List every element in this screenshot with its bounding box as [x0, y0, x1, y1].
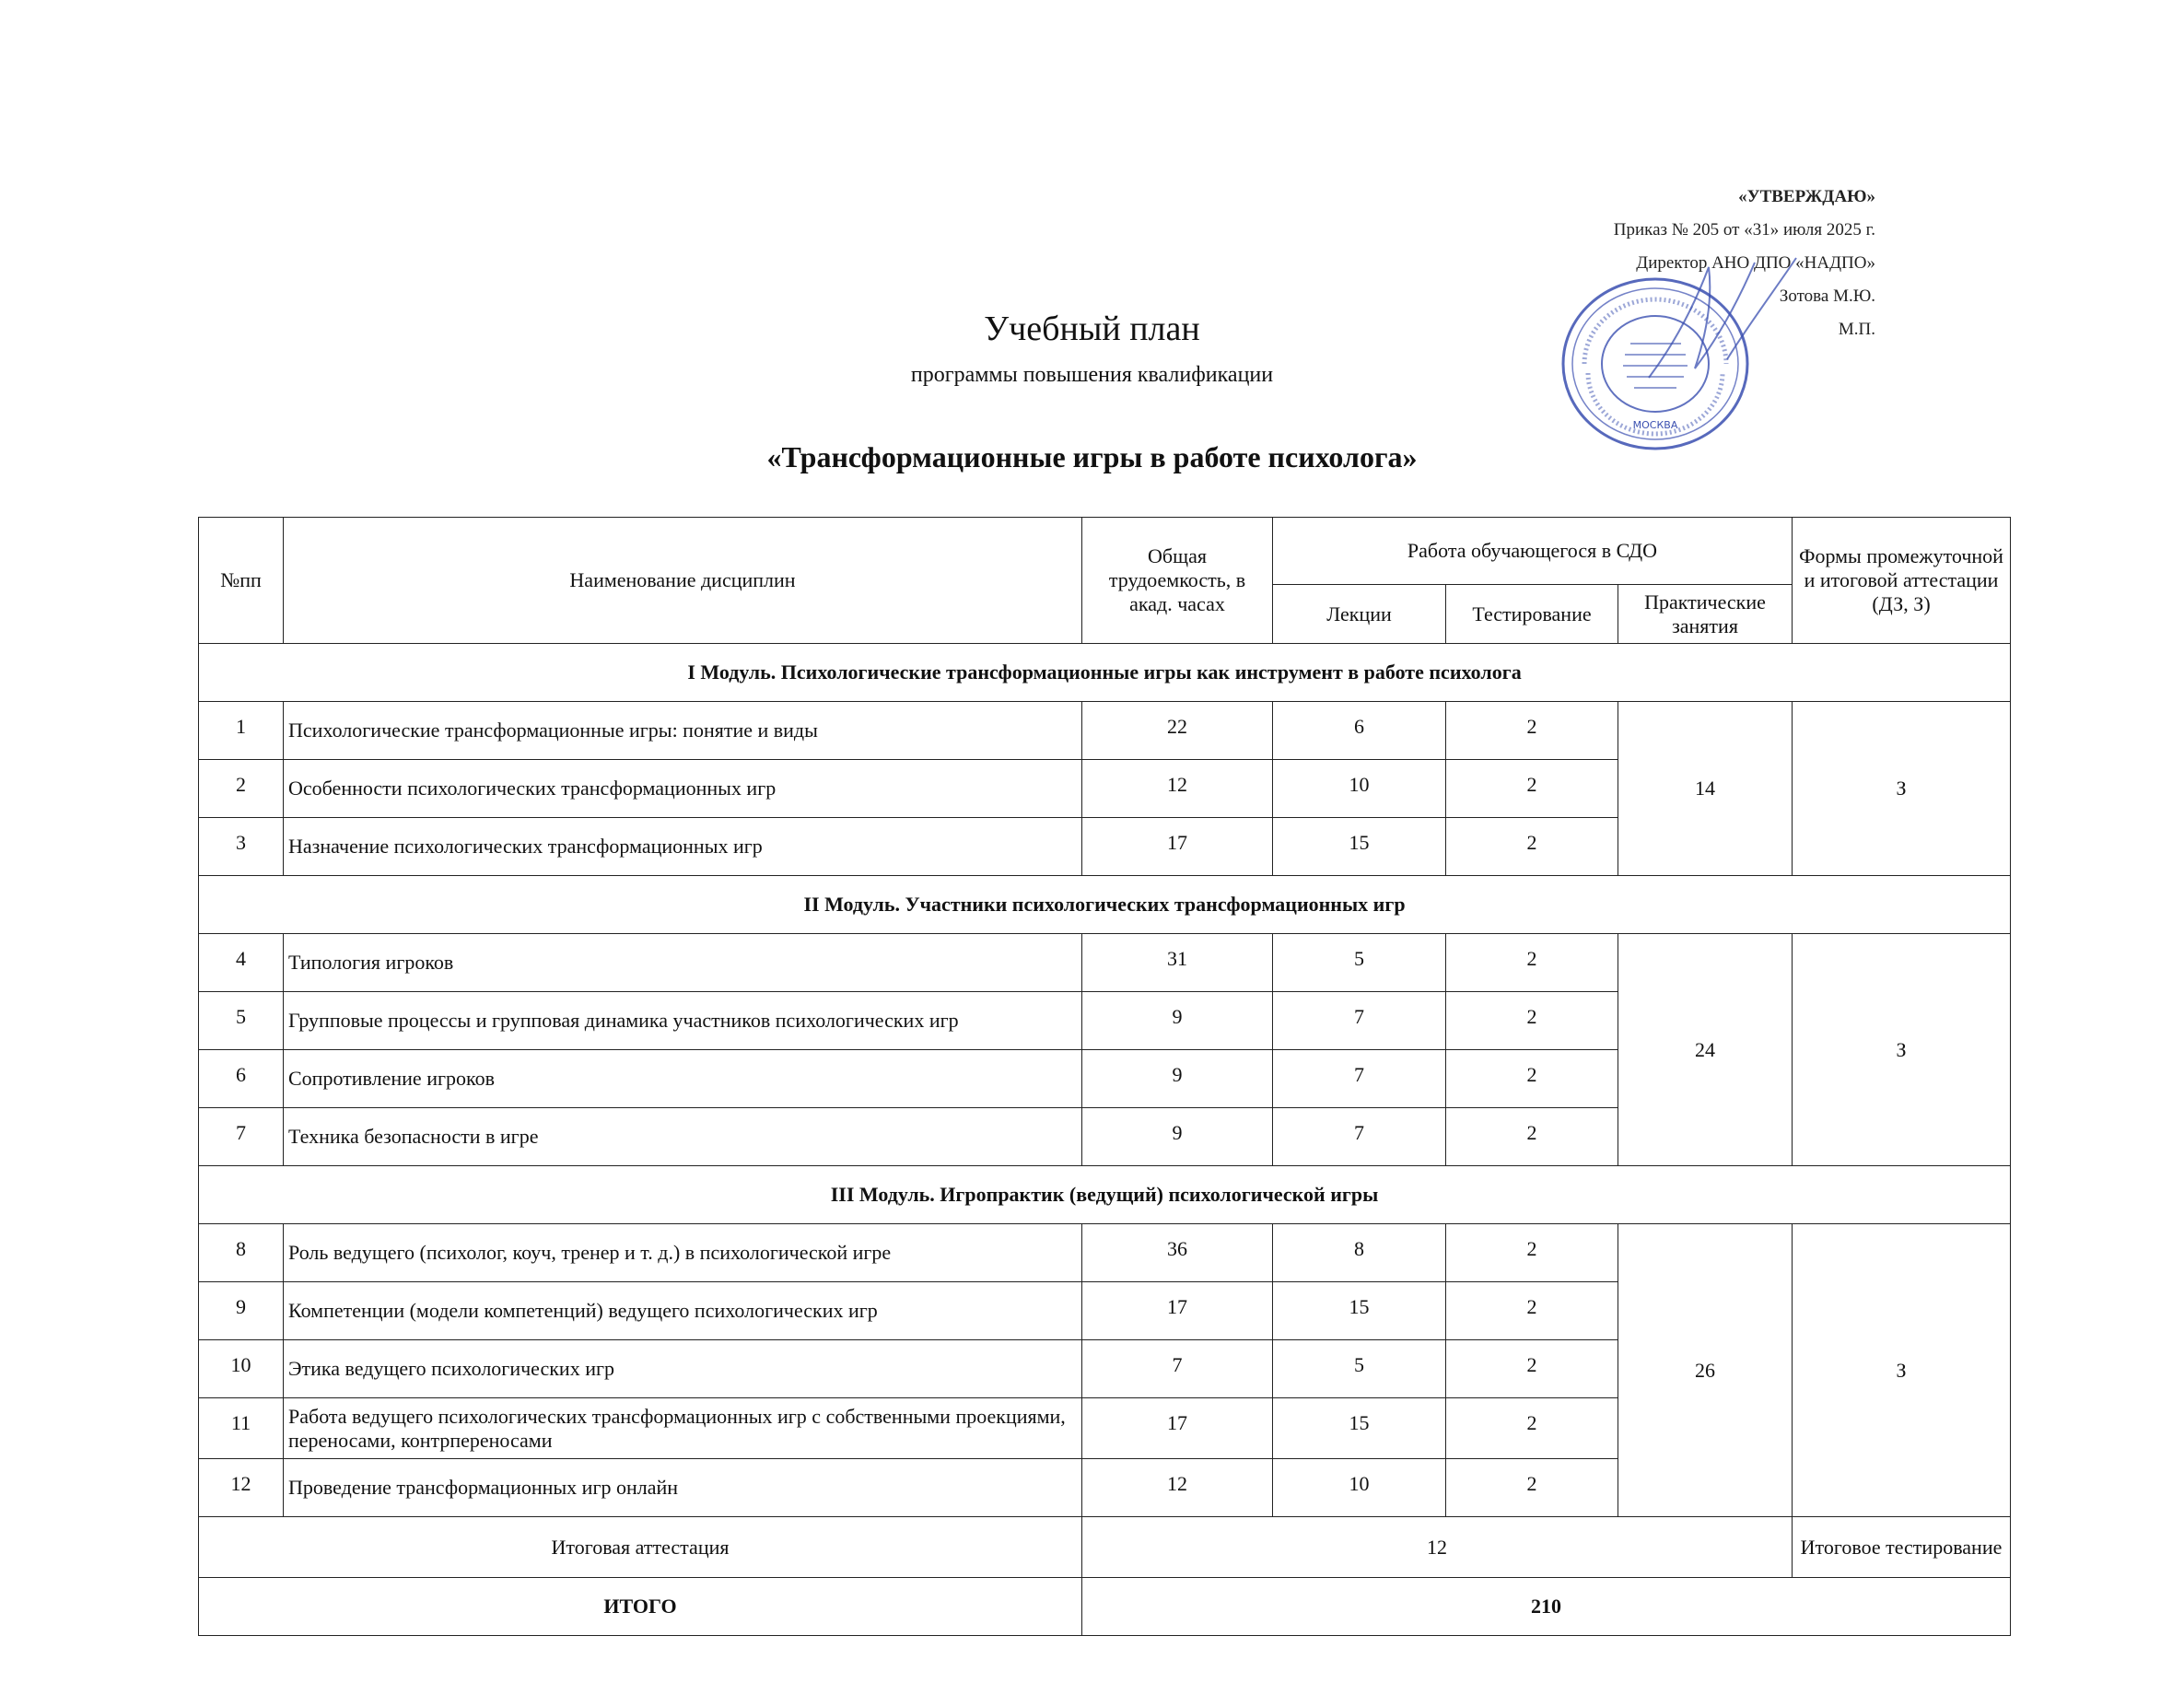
row-lectures: 10 [1273, 760, 1446, 818]
header-num: №пп [199, 518, 284, 644]
row-total: 7 [1082, 1340, 1273, 1398]
row-name: Сопротивление игроков [284, 1050, 1082, 1108]
row-testing: 2 [1446, 1340, 1618, 1398]
header-testing: Тестирование [1446, 585, 1618, 644]
row-lectures: 15 [1273, 1282, 1446, 1340]
module-title: III Модуль. Игропрактик (ведущий) психологической игры [199, 1166, 2011, 1224]
total-row [199, 1578, 2011, 1636]
row-name: Особенности психологических трансформационных игр [284, 760, 1082, 818]
row-lectures: 7 [1273, 1050, 1446, 1108]
table-row [199, 702, 2011, 760]
approval-director: Директор АНО ДПО «НАДПО» [1636, 253, 1875, 273]
row-name: Групповые процессы и групповая динамика участников психологических игр [284, 992, 1082, 1050]
row-num: 1 [199, 702, 284, 760]
header-row [199, 518, 2011, 585]
row-name: Проведение трансформационных игр онлайн [284, 1459, 1082, 1517]
row-num: 7 [199, 1108, 284, 1166]
module-title: I Модуль. Психологические трансформационные игры как инструмент в работе психолога [199, 644, 2011, 702]
module-practice: 14 [1618, 702, 1793, 876]
row-testing: 2 [1446, 1398, 1618, 1459]
row-total: 36 [1082, 1224, 1273, 1282]
final-form: Итоговое тестирование [1793, 1517, 2011, 1578]
row-testing: 2 [1446, 992, 1618, 1050]
final-hours: 12 [1082, 1517, 1793, 1578]
row-name: Типология игроков [284, 934, 1082, 992]
row-num: 11 [199, 1398, 284, 1459]
approval-name: Зотова М.Ю. [1779, 286, 1875, 306]
row-lectures: 15 [1273, 818, 1446, 876]
row-testing: 2 [1446, 760, 1618, 818]
row-lectures: 8 [1273, 1224, 1446, 1282]
row-num: 3 [199, 818, 284, 876]
row-lectures: 5 [1273, 1340, 1446, 1398]
header-name: Наименование дисциплин [284, 518, 1082, 644]
row-total: 9 [1082, 1050, 1273, 1108]
final-label: Итоговая аттестация [199, 1517, 1082, 1578]
module-form: З [1793, 1224, 2011, 1517]
row-total: 17 [1082, 818, 1273, 876]
row-num: 6 [199, 1050, 284, 1108]
row-lectures: 10 [1273, 1459, 1446, 1517]
row-total: 9 [1082, 992, 1273, 1050]
header-work: Работа обучающегося в СДО [1273, 518, 1793, 585]
row-testing: 2 [1446, 934, 1618, 992]
row-testing: 2 [1446, 1282, 1618, 1340]
row-num: 12 [199, 1459, 284, 1517]
row-num: 2 [199, 760, 284, 818]
document-subtitle: программы повышения квалификации [910, 363, 1274, 387]
row-num: 8 [199, 1224, 284, 1282]
row-testing: 2 [1446, 1108, 1618, 1166]
row-lectures: 7 [1273, 992, 1446, 1050]
curriculum-table [198, 517, 2011, 1636]
row-name: Работа ведущего психологических трансформационных игр с собственными проекциями, переносами, контрпереносами [284, 1398, 1082, 1459]
row-testing: 2 [1446, 1050, 1618, 1108]
document-title: Учебный план [984, 310, 1200, 348]
row-num: 5 [199, 992, 284, 1050]
approval-mp: М.П. [1838, 320, 1875, 339]
row-name: Психологические трансформационные игры: понятие и виды [284, 702, 1082, 760]
module-row [199, 644, 2011, 702]
module-row [199, 1166, 2011, 1224]
header-lectures: Лекции [1273, 585, 1446, 644]
table-row [199, 934, 2011, 992]
total-label: ИТОГО [199, 1578, 1082, 1636]
row-total: 22 [1082, 702, 1273, 760]
row-lectures: 6 [1273, 702, 1446, 760]
header-total: Общая трудоемкость, в акад. часах [1082, 518, 1273, 644]
row-num: 4 [199, 934, 284, 992]
module-practice: 26 [1618, 1224, 1793, 1517]
approval-order: Приказ № 205 от «31» июля 2025 г. [1613, 220, 1875, 240]
row-testing: 2 [1446, 1224, 1618, 1282]
total-hours: 210 [1082, 1578, 2011, 1636]
row-total: 12 [1082, 760, 1273, 818]
row-testing: 2 [1446, 1459, 1618, 1517]
module-form: З [1793, 702, 2011, 876]
row-lectures: 5 [1273, 934, 1446, 992]
stamp-city: МОСКВА [1632, 419, 1678, 431]
row-name: Техника безопасности в игре [284, 1108, 1082, 1166]
row-testing: 2 [1446, 818, 1618, 876]
header-practice: Практические занятия [1618, 585, 1793, 644]
approval-title: «УТВЕРЖДАЮ» [1738, 187, 1875, 206]
row-num: 9 [199, 1282, 284, 1340]
module-row [199, 876, 2011, 934]
row-name: Компетенции (модели компетенций) ведущего психологических игр [284, 1282, 1082, 1340]
row-total: 17 [1082, 1398, 1273, 1459]
row-name: Назначение психологических трансформационных игр [284, 818, 1082, 876]
module-title: II Модуль. Участники психологических трансформационных игр [199, 876, 2011, 934]
row-num: 10 [199, 1340, 284, 1398]
row-lectures: 7 [1273, 1108, 1446, 1166]
row-total: 17 [1082, 1282, 1273, 1340]
row-total: 12 [1082, 1459, 1273, 1517]
table-row [199, 1224, 2011, 1282]
row-lectures: 15 [1273, 1398, 1446, 1459]
row-name: Этика ведущего психологических игр [284, 1340, 1082, 1398]
row-total: 9 [1082, 1108, 1273, 1166]
header-forms: Формы промежуточной и итоговой аттестации (ДЗ, З) [1793, 518, 2011, 644]
final-attestation-row [199, 1517, 2011, 1578]
program-title: «Трансформационные игры в работе психолога» [766, 440, 1418, 473]
module-form: З [1793, 934, 2011, 1166]
module-practice: 24 [1618, 934, 1793, 1166]
row-total: 31 [1082, 934, 1273, 992]
row-name: Роль ведущего (психолог, коуч, тренер и т. д.) в психологической игре [284, 1224, 1082, 1282]
row-testing: 2 [1446, 702, 1618, 760]
